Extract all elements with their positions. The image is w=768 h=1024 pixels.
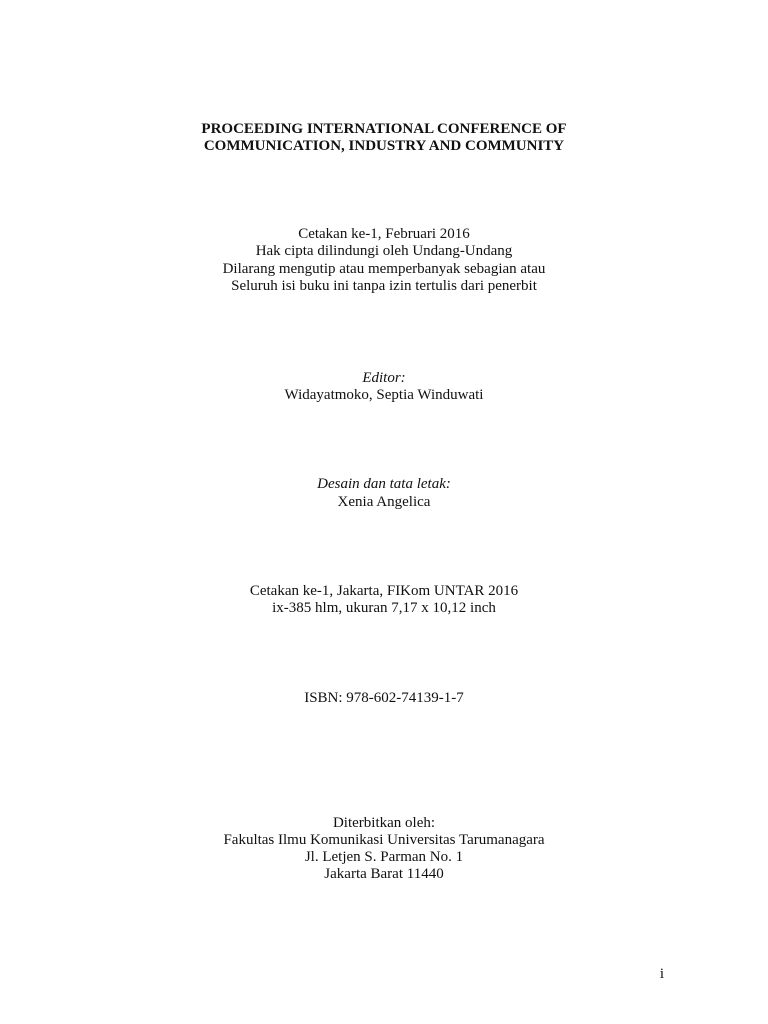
prohibition-line-2: Seluruh isi buku ini tanpa izin tertulis dari penerbit: [231, 278, 537, 294]
publisher-label: Diterbitkan oleh:: [332, 815, 436, 831]
isbn: ISBN: 978-602-74139-1-7: [304, 690, 464, 706]
publisher-name: Fakultas Ilmu Komunikasi Universitas Tarumanagara: [223, 832, 545, 848]
page-number: i: [659, 966, 665, 982]
editor-label: Editor:: [362, 370, 406, 386]
print-size: ix-385 hlm, ukuran 7,17 x 10,12 inch: [272, 600, 496, 616]
edition-date: Cetakan ke-1, Februari 2016: [298, 226, 470, 242]
title-line-2: COMMUNICATION, INDUSTRY AND COMMUNITY: [203, 138, 565, 154]
title-line-1: PROCEEDING INTERNATIONAL CONFERENCE OF: [201, 121, 567, 137]
editor-names: Widayatmoko, Septia Winduwati: [284, 387, 484, 403]
copyright-notice: Hak cipta dilindungi oleh Undang-Undang: [255, 243, 513, 259]
design-label: Desain dan tata letak:: [317, 476, 451, 492]
prohibition-line-1: Dilarang mengutip atau memperbanyak sebagian atau: [222, 261, 546, 277]
design-name: Xenia Angelica: [337, 494, 431, 510]
publisher-city: Jakarta Barat 11440: [324, 866, 444, 882]
print-edition: Cetakan ke-1, Jakarta, FIKom UNTAR 2016: [249, 583, 519, 599]
publisher-street: Jl. Letjen S. Parman No. 1: [304, 849, 464, 865]
